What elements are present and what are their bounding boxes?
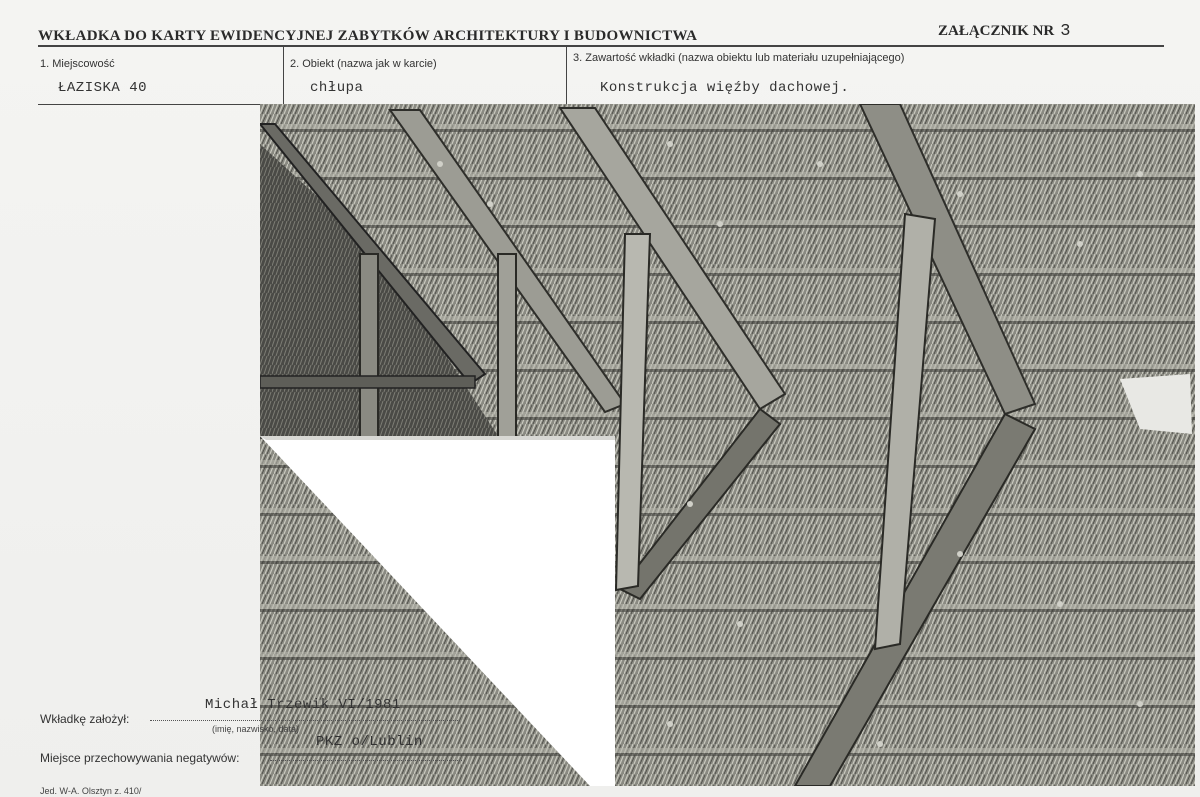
field-divider-1 xyxy=(283,47,284,104)
header-rule xyxy=(38,45,1164,47)
founder-label: Wkładkę założył: xyxy=(40,712,130,726)
content-value: Konstrukcja więźby dachowej. xyxy=(600,80,850,96)
founder-hint: (imię, nazwisko, data) xyxy=(212,724,300,734)
locality-label: 1. Miejscowość xyxy=(40,58,115,70)
object-label: 2. Obiekt (nazwa jak w karcie) xyxy=(290,58,437,70)
content-label: 3. Zawartość wkładki (nazwa obiektu lub materiału uzupełniającego) xyxy=(573,52,905,64)
annex-number: 3 xyxy=(1060,22,1071,41)
annex-label xyxy=(938,22,1070,41)
card-title: WKŁADKA DO KARTY EWIDENCYJNEJ ZABYTKÓW ARCHITEKTURY I BUDOWNICTWA xyxy=(38,28,698,44)
founder-dotted-line xyxy=(150,720,460,721)
storage-dotted-line xyxy=(270,760,462,761)
locality-value: ŁAZISKA 40 xyxy=(58,80,148,96)
founder-value: Michał Trzewik VI/1981 xyxy=(205,697,401,713)
field-divider-2 xyxy=(566,47,567,104)
printer-note: Jed. W-A. Olsztyn z. 410/ xyxy=(40,786,142,796)
storage-label: Miejsce przechowywania negatywów: xyxy=(40,751,240,765)
annex-label-text: ZAŁĄCZNIK NR xyxy=(938,23,1055,39)
object-value: chłupa xyxy=(310,80,364,96)
storage-value: PKZ o/Lublin xyxy=(316,734,423,750)
folded-corner xyxy=(260,436,620,788)
